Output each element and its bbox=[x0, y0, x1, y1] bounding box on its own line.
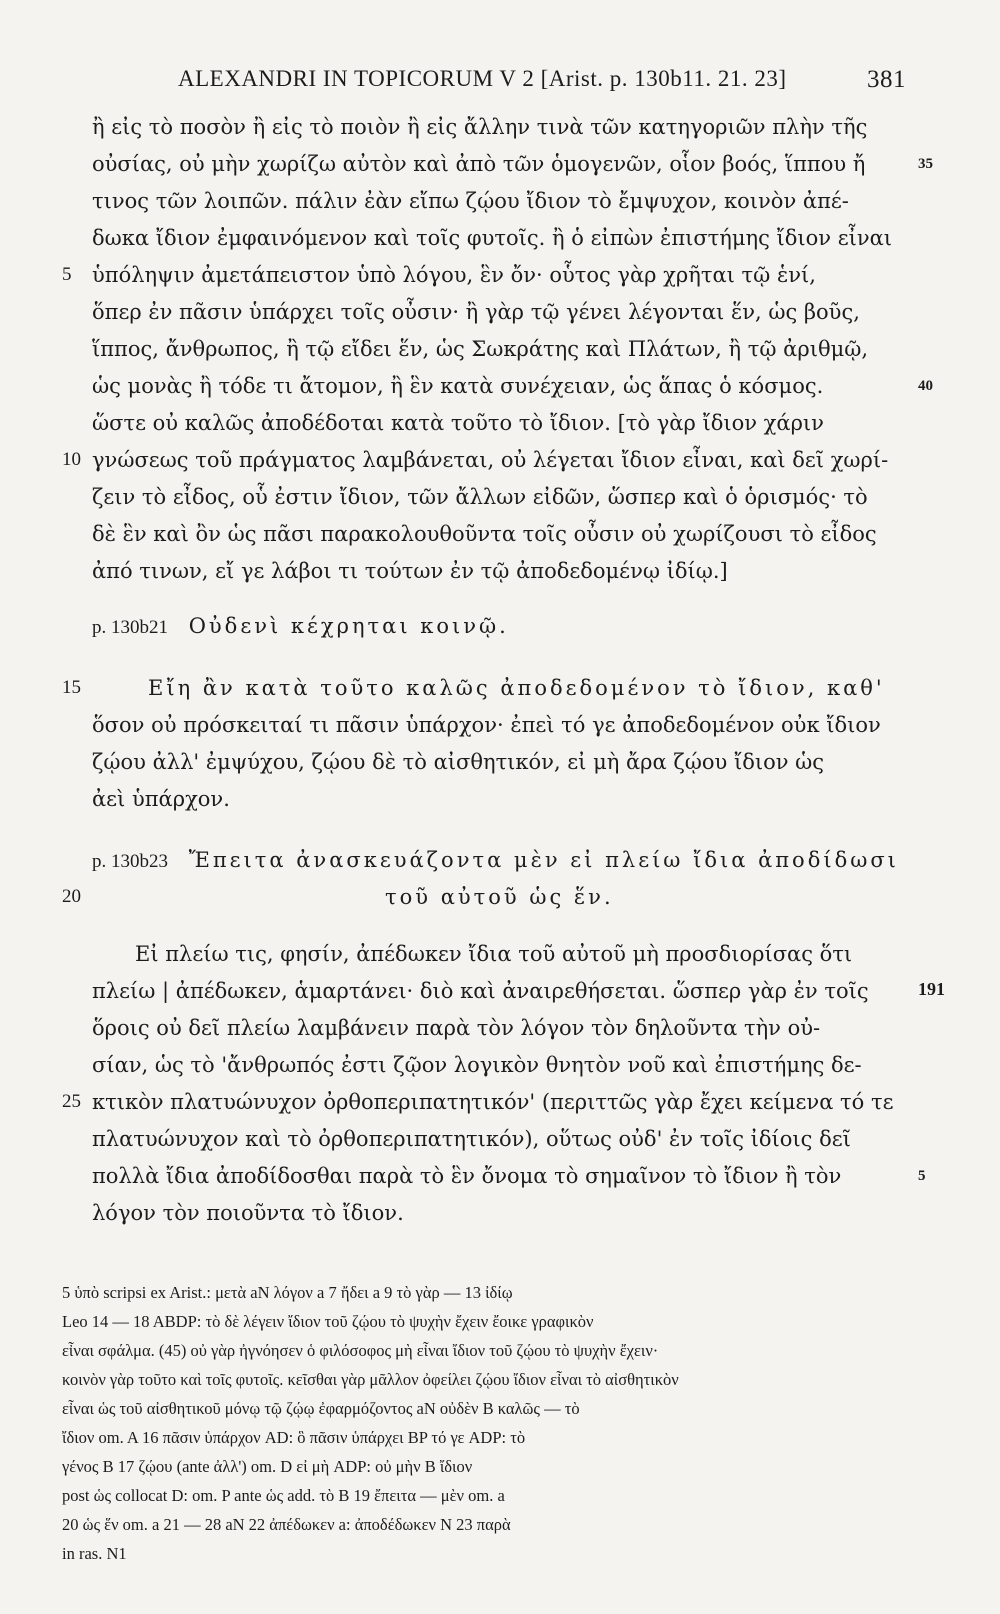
footnote-line: εἶναι σφάλμα. (45) οὐ γὰρ ἠγνόησεν ὁ φιλόσοφος μὴ εἶναι ἴδιον τοῦ ζῴου τὸ ψυχὴν ἔχειν· bbox=[62, 1341, 659, 1360]
text-line: ὅπερ ἐν πᾶσιν ὑπάρχει τοῖς οὖσιν· ἢ γὰρ τῷ γένει λέγονται ἕν, ὡς βοῦς, bbox=[92, 300, 860, 324]
text-line: κτικὸν πλατυώνυχον ὀρθοπεριπατητικόν' (περιττῶς γὰρ ἔχει κείμενα τό τε bbox=[92, 1090, 894, 1114]
header-title: ALEXANDRI IN TOPICORUM V 2 [Arist. p. 130b11. 21. 23] bbox=[178, 66, 787, 91]
text-line: σίαν, ὡς τὸ 'ἄνθρωπός ἐστι ζῷον λογικὸν θνητὸν νοῦ καὶ ἐπιστήμης δε- bbox=[92, 1053, 862, 1077]
text-line: τινος τῶν λοιπῶν. πάλιν ἐὰν εἴπω ζῴου ἴδιον τὸ ἔμψυχον, κοινὸν ἀπέ- bbox=[92, 189, 849, 213]
line-number: 5 bbox=[62, 264, 72, 285]
text-line: λόγον τὸν ποιοῦντα τὸ ἴδιον. bbox=[92, 1201, 404, 1225]
margin-number: 191 bbox=[918, 979, 945, 999]
text-line: πλατυώνυχον καὶ τὸ ὀρθοπεριπατητικόν), οὕτως οὐδ' ἐν τοῖς ἰδίοις δεῖ bbox=[92, 1127, 851, 1151]
text-line: ζειν τὸ εἶδος, οὗ ἐστιν ἴδιον, τῶν ἄλλων εἰδῶν, ὥσπερ καὶ ὁ ὁρισμός· τὸ bbox=[92, 485, 868, 509]
margin-number: 40 bbox=[918, 378, 933, 394]
margin-number: 5 bbox=[918, 1168, 926, 1184]
footnote-line: εἶναι ὡς τοῦ αἰσθητικοῦ μόνῳ τῷ ζῴῳ ἐφαρμόζοντος aN οὐδὲν B καλῶς — τὸ bbox=[62, 1399, 580, 1418]
text-line: Εἴη ἂν κατὰ τοῦτο καλῶς ἀποδεδομένον τὸ ἴδιον, καθ' bbox=[148, 676, 885, 700]
footnote-line: 20 ὡς ἕν om. a 21 — 28 aN 22 ἀπέδωκεν a: ἀποδέδωκεν N 23 παρὰ bbox=[62, 1515, 511, 1534]
text-line: ἵππος, ἄνθρωπος, ἢ τῷ εἴδει ἕν, ὡς Σωκράτης καὶ Πλάτων, ἢ τῷ ἀριθμῷ, bbox=[92, 337, 869, 361]
lemma-text: Ἔπειτα ἀνασκευάζοντα μὲν εἰ πλείω ἴδια ἀποδίδωσι bbox=[188, 848, 899, 872]
lemma-text: Οὐδενὶ κέχρηται κοινῷ. bbox=[188, 614, 509, 638]
text-line: γνώσεως τοῦ πράγματος λαμβάνεται, οὐ λέγεται ἴδιον εἶναι, καὶ δεῖ χωρί- bbox=[92, 448, 889, 472]
text-line: ὅροις οὐ δεῖ πλείω λαμβάνειν παρὰ τὸν λόγον τὸν δηλοῦντα τὴν οὐ- bbox=[92, 1016, 821, 1040]
text-line: ἢ εἰς τὸ ποσὸν ἢ εἰς τὸ ποιὸν ἢ εἰς ἄλλην τινὰ τῶν κατηγοριῶν πλὴν τῆς bbox=[92, 115, 868, 139]
page-number: 381 bbox=[867, 66, 906, 93]
footnote-line: Leo 14 — 18 ABDP: τὸ δὲ λέγειν ἴδιον τοῦ ζῴου τὸ ψυχὴν ἔχειν ἔοικε γραφικὸν bbox=[62, 1312, 594, 1331]
text-line: ζῴου ἀλλ' ἐμψύχου, ζῴου δὲ τὸ αἰσθητικόν, εἰ μὴ ἄρα ζῴου ἴδιον ὡς bbox=[92, 750, 825, 774]
text-line: δὲ ἓν καὶ ὂν ὡς πᾶσι παρακολουθοῦντα τοῖς οὖσιν οὐ χωρίζουσι τὸ εἶδος bbox=[92, 522, 877, 546]
text-line: ὥστε οὐ καλῶς ἀποδέδοται κατὰ τοῦτο τὸ ἴδιον. [τὸ γὰρ ἴδιον χάριν bbox=[92, 411, 824, 435]
margin-number: 35 bbox=[918, 156, 933, 172]
text-line: πλείω | ἀπέδωκεν, ἁμαρτάνει· διὸ καὶ ἀναιρεθήσεται. ὥσπερ γὰρ ἐν τοῖς bbox=[92, 979, 869, 1003]
text-line: ὑπόληψιν ἀμετάπειστον ὑπὸ λόγου, ἓν ὄν· οὗτος γὰρ χρῆται τῷ ἑνί, bbox=[92, 263, 816, 287]
footnote-line: γένος B 17 ζῴου (ante ἀλλ') om. D εἰ μὴ ADP: οὐ μὴν B ἴδιον bbox=[62, 1457, 473, 1476]
footnote-line: ἴδιον om. A 16 πᾶσιν ὑπάρχον AD: ὃ πᾶσιν ὑπάρχει BP τό γε ADP: τὸ bbox=[62, 1428, 526, 1447]
text-line: ὡς μονὰς ἢ τόδε τι ἄτομον, ἢ ἓν κατὰ συνέχειαν, ὡς ἅπας ὁ κόσμος. bbox=[92, 374, 824, 398]
lemma-reference: p. 130b23 bbox=[92, 851, 168, 872]
line-number: 10 bbox=[62, 449, 81, 470]
text-line: δωκα ἴδιον ἐμφαινόμενον καὶ τοῖς φυτοῖς. ἢ ὁ εἰπὼν ἐπιστήμης ἴδιον εἶναι bbox=[92, 226, 893, 250]
lemma-reference: p. 130b21 bbox=[92, 617, 168, 638]
text-line: ἀεὶ ὑπάρχον. bbox=[92, 787, 230, 811]
footnote-line: in ras. N1 bbox=[62, 1544, 127, 1563]
line-number: 20 bbox=[62, 886, 81, 907]
text-line: πολλὰ ἴδια ἀποδίδοσθαι παρὰ τὸ ἓν ὄνομα τὸ σημαῖνον τὸ ἴδιον ἢ τὸν bbox=[92, 1164, 842, 1188]
lemma-text: τοῦ αὐτοῦ ὡς ἕν. bbox=[385, 885, 614, 909]
line-number: 15 bbox=[62, 677, 81, 698]
footnote-line: κοινὸν γὰρ τοῦτο καὶ τοῖς φυτοῖς. κεῖσθαι γὰρ μᾶλλον ὀφείλει ζῴου ἴδιον εἶναι τὸ αἰσθητικὸν bbox=[62, 1370, 679, 1389]
text-line: Εἰ πλείω τις, φησίν, ἀπέδωκεν ἴδια τοῦ αὐτοῦ μὴ προσδιορίσας ὅτι bbox=[135, 942, 853, 966]
lemma-2-continuation bbox=[385, 883, 614, 911]
footnote-line: post ὡς collocat D: om. P ante ὡς add. τὸ B 19 ἔπειτα — μὲν om. a bbox=[62, 1486, 505, 1505]
running-header bbox=[178, 66, 906, 102]
text-line: οὐσίας, οὐ μὴν χωρίζω αὐτὸν καὶ ἀπὸ τῶν ὁμογενῶν, οἷον βοός, ἵππου ἤ bbox=[92, 152, 866, 176]
lemma-2 bbox=[92, 846, 899, 876]
line-number: 25 bbox=[62, 1091, 81, 1112]
text-line: ἀπό τινων, εἴ γε λάβοι τι τούτων ἐν τῷ ἀποδεδομένῳ ἰδίῳ.] bbox=[92, 559, 728, 583]
text-line: ὅσον οὐ πρόσκειταί τι πᾶσιν ὑπάρχον· ἐπεὶ τό γε ἀποδεδομένον οὐκ ἴδιον bbox=[92, 713, 881, 737]
footnote-line: 5 ὑπὸ scripsi ex Arist.: μετὰ aN λόγον a 7 ἤδει a 9 τὸ γὰρ — 13 ἰδίῳ bbox=[62, 1283, 513, 1302]
lemma-1 bbox=[92, 612, 509, 642]
